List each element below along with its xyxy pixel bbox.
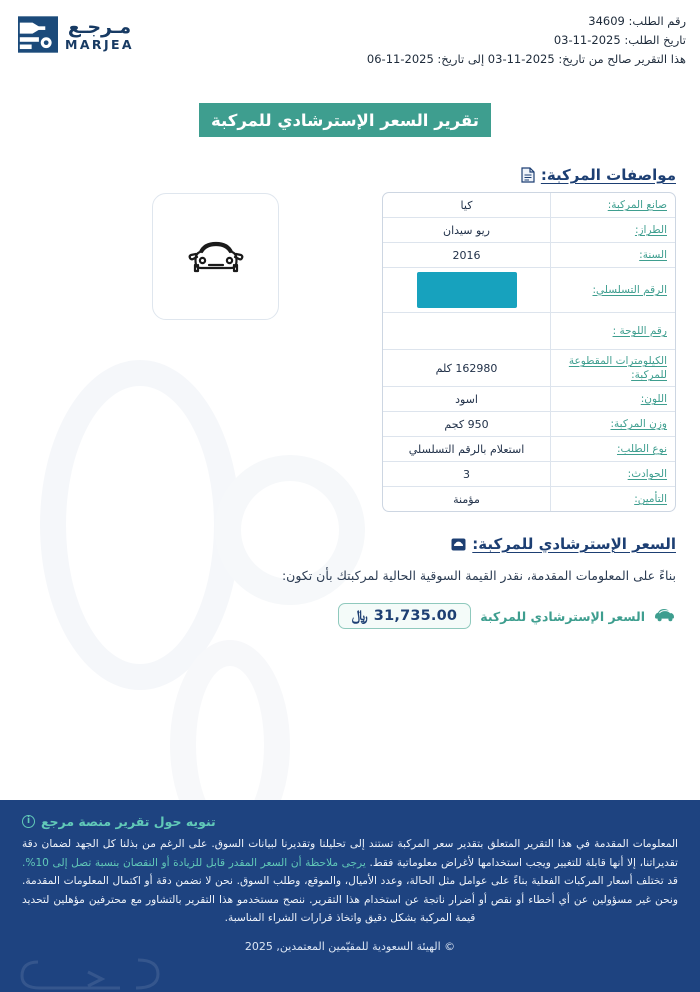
report-validity: هذا التقرير صالح من تاريخ: 2025-11-03 إلى تاريخ: 2025-11-06 [366, 52, 686, 66]
price-label: السعر الإسترشادي للمركبة [480, 608, 645, 624]
price-result-row [338, 603, 676, 629]
disclaimer-part-1: المعلومات المقدمة في هذا التقرير المتعلق بتقدير سعر المركبة تستند إلى تحليلنا وتقديرنا لبيانات السوق. على الرغم من بذلنا كل الجهد لضمان دقة تقديراتنا، إلا أنها قابلة للتغيير ويجب استخدامها لأغراض معلوماتية فقط. [22, 838, 679, 869]
price-heading-label: السعر الإسترشادي للمركبة: [472, 535, 676, 553]
footer-watermark [18, 954, 208, 992]
spec-value: 162980 كلم [435, 361, 498, 375]
spec-label: رقم اللوحة : [550, 313, 675, 349]
table-row [383, 218, 675, 243]
car-badge-icon [451, 538, 466, 551]
spec-value: مؤمنة [453, 492, 480, 506]
order-number: رقم الطلب: 34609 [588, 14, 686, 28]
spec-value: 2016 [452, 248, 481, 262]
disclaimer-body [22, 835, 678, 928]
indicative-price-heading [451, 535, 676, 553]
car-front-icon [184, 235, 248, 279]
price-value-chip [338, 603, 472, 629]
spec-label: السنة: [550, 243, 675, 267]
report-title-banner: تقرير السعر الإسترشادي للمركبة [199, 103, 491, 137]
disclaimer-heading [22, 814, 678, 829]
table-row [383, 350, 675, 387]
document-icon [521, 167, 535, 183]
table-row [383, 313, 675, 350]
price-amount: 31,735.00 [373, 608, 458, 624]
spec-label: الطراز: [550, 218, 675, 242]
redaction-box [417, 272, 517, 308]
copyright-line: © الهيئة السعودية للمقيّمين المعتمدين, 2025 [244, 939, 456, 953]
spec-value: 950 كجم [444, 417, 489, 431]
spec-label: الرقم التسلسلي: [550, 268, 675, 312]
logo-latin: MARJEA [65, 36, 135, 52]
spec-label: اللون: [550, 387, 675, 411]
vehicle-specs-table [382, 192, 676, 512]
disclaimer-heading-label: تنويه حول تقرير منصة مرجع [41, 814, 216, 829]
table-row [383, 487, 675, 511]
spec-label: الكيلومترات المقطوعة للمركبة: [550, 350, 675, 386]
report-header [0, 0, 700, 78]
riyal-symbol: ﷼ [351, 608, 368, 624]
table-row [383, 268, 675, 313]
marjea-logo-text [65, 15, 135, 52]
table-row [383, 387, 675, 412]
spec-value: اسود [455, 392, 478, 406]
car-side-icon [654, 606, 676, 626]
spec-label: صانع المركبة: [550, 193, 675, 217]
header-meta [367, 10, 686, 69]
price-intro-text: بناءً على المعلومات المقدمة، نقدر القيمة السوقية الحالية لمركبتك بأن تكون: [281, 568, 676, 583]
spec-value [383, 313, 550, 349]
spec-value: كيا [460, 198, 473, 212]
table-row [383, 193, 675, 218]
spec-value: استعلام بالرقم التسلسلي [408, 442, 525, 456]
table-row [383, 412, 675, 437]
marjea-logo-icon [18, 16, 58, 53]
spec-label: وزن المركبة: [550, 412, 675, 436]
background-watermark [40, 360, 240, 690]
spec-label: نوع الطلب: [550, 437, 675, 461]
spec-label: الحوادث: [550, 462, 675, 486]
spec-value-redacted [383, 268, 550, 312]
info-icon: i [22, 815, 35, 828]
vehicle-image-placeholder [152, 193, 279, 320]
specs-heading-label: مواصفات المركبة: [540, 166, 676, 184]
disclaimer-part-2: قد تختلف أسعار المركبات الفعلية بناءً على عوامل مثل الحالة، وعدد الأميال، والموقع، وطلب السوق. نحن لا نضمن دقة أو اكتمال المعلومات المقدمة. ونحن غير مسؤولين عن أي أخطاء أو نقص أو أضرار ناتجة عن استخدام هذا التقرير. ننصح مستخدمو هذا التقرير بالتشاور مع محترفين مؤهلين لتحديد قيمة المركبة بشكل دقيق واتخاذ قرارات الشراء المناسبة. [22, 875, 678, 924]
spec-value: 3 [463, 467, 470, 481]
logo-arabic: مـرجـع [67, 15, 132, 38]
spec-label: التأمين: [550, 487, 675, 511]
disclaimer-highlight: يرجى ملاحظة أن السعر المقدر قابل للزيادة أو النقصان بنسبة تصل إلى 10%. [22, 856, 366, 869]
vehicle-specs-heading [521, 166, 676, 184]
marjea-logo [14, 10, 134, 53]
disclaimer-footer [0, 800, 700, 992]
table-row [383, 437, 675, 462]
table-row [383, 462, 675, 487]
spec-value: ريو سيدان [443, 223, 490, 237]
order-date: تاريخ الطلب: 2025-11-03 [553, 33, 686, 47]
table-row [383, 243, 675, 268]
